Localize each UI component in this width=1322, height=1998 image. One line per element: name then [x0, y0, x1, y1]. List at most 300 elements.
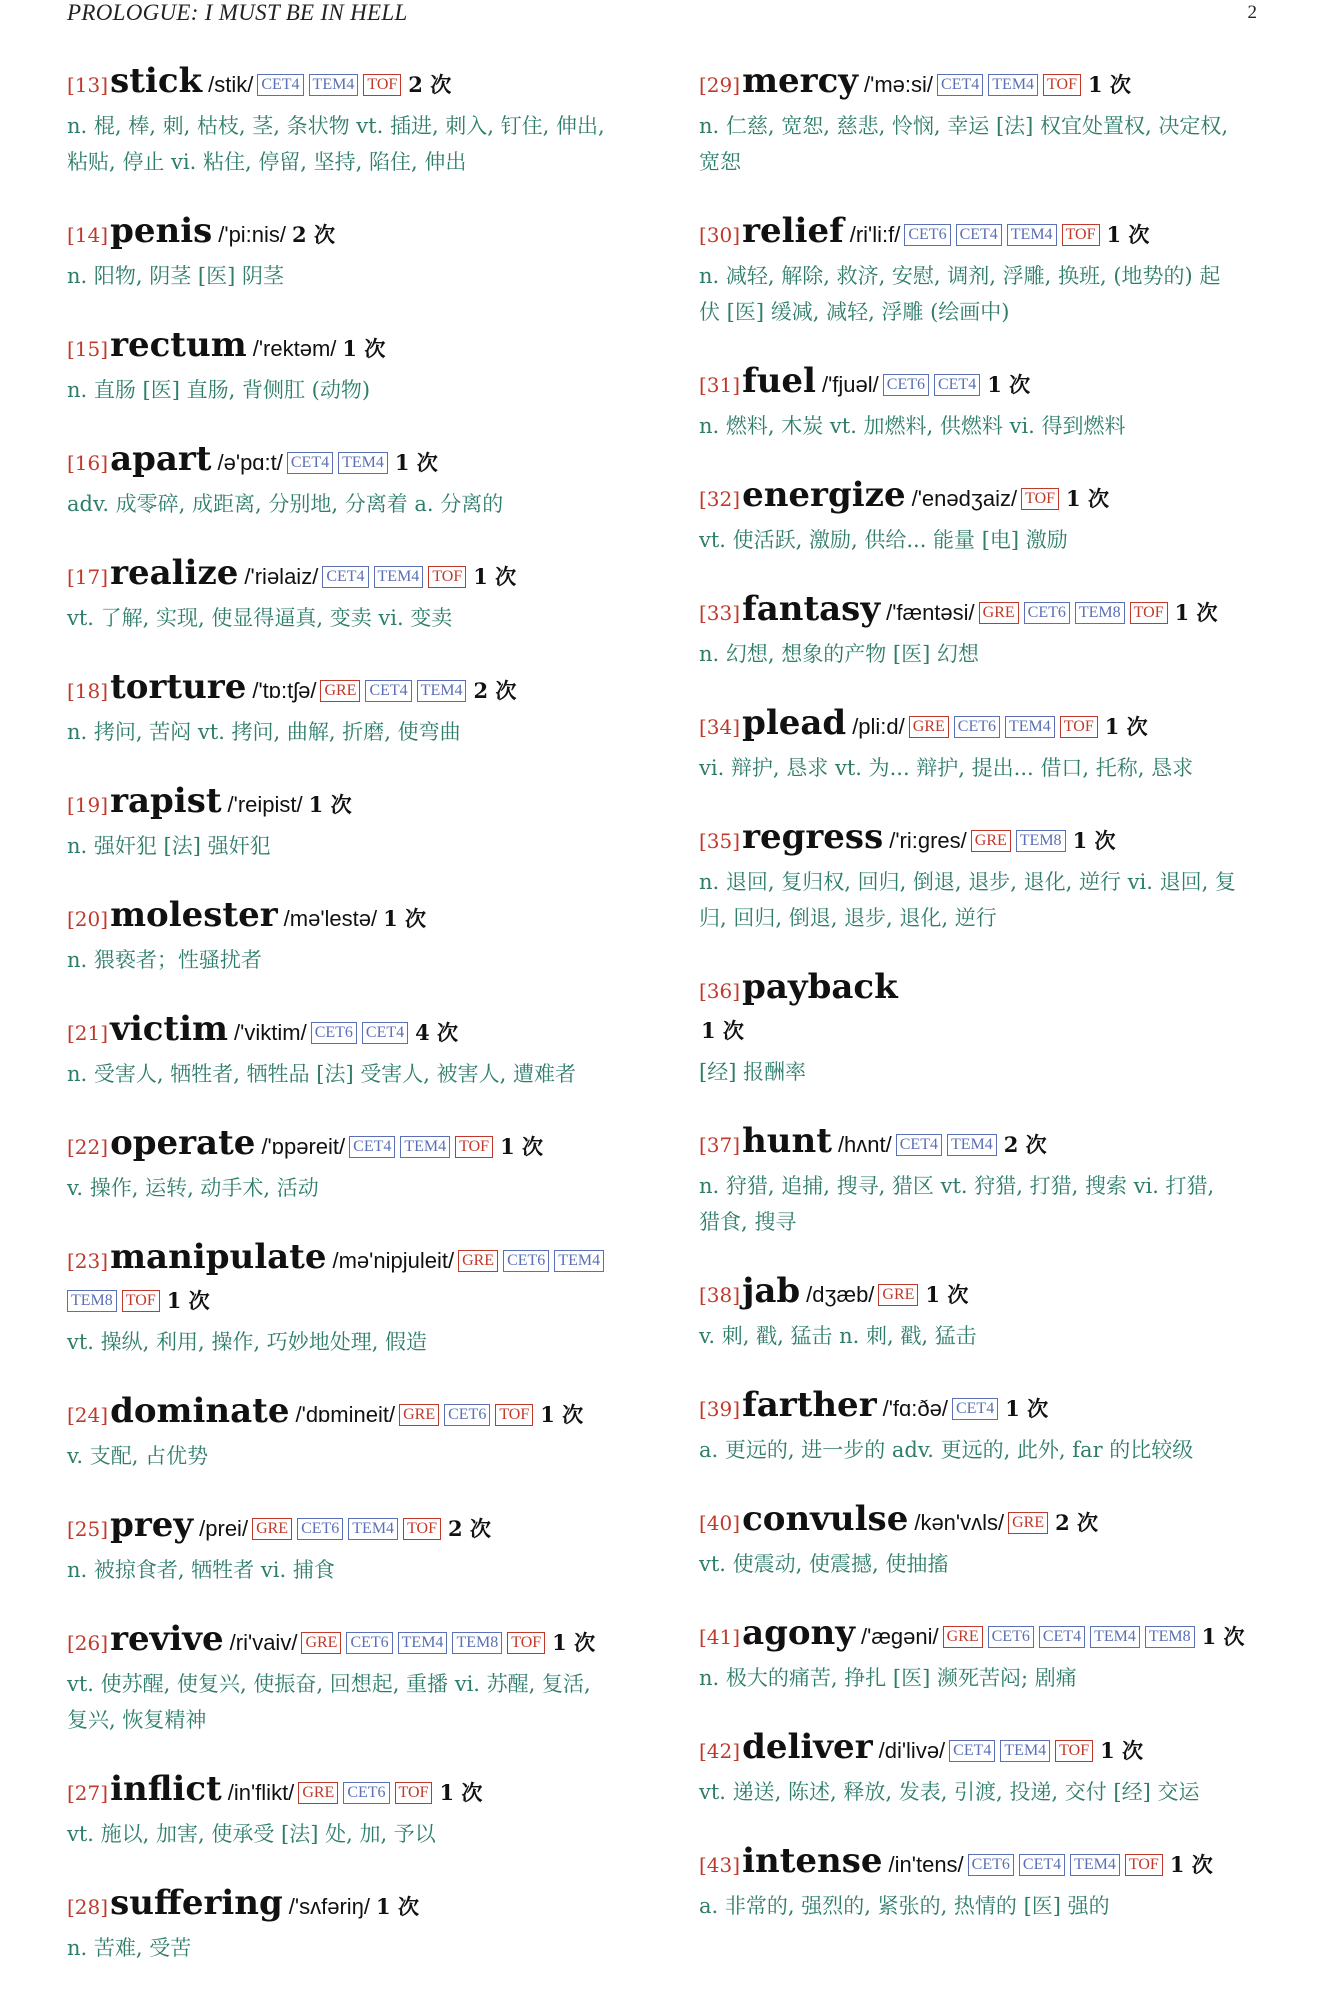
headword: inflict	[110, 1769, 222, 1809]
vocab-entry	[67, 1620, 647, 1738]
headword: realize	[110, 553, 239, 593]
phonetic: /'riəlaiz/	[244, 564, 319, 589]
entry-headline	[67, 440, 647, 484]
phonetic: /ri'li:f/	[849, 222, 901, 247]
phonetic: /pli:d/	[852, 714, 905, 739]
entry-headline	[67, 62, 647, 106]
occurrence-count: 2 次	[1003, 1132, 1047, 1157]
headword: stick	[110, 61, 203, 101]
phonetic: /di'livə/	[878, 1738, 946, 1763]
vocab-entry	[699, 1272, 1279, 1354]
entry-headline	[699, 704, 1279, 748]
vocab-entry	[67, 1124, 647, 1206]
entry-index: [17]	[67, 565, 109, 589]
entry-headline	[67, 1884, 647, 1928]
entry-headline	[699, 1272, 1279, 1316]
entry-index: [24]	[67, 1403, 109, 1427]
entry-headline	[67, 554, 647, 598]
exam-tag: CET6	[311, 1022, 357, 1044]
definition	[699, 1318, 1279, 1354]
occurrence-count: 1 次	[1005, 1396, 1049, 1421]
vocab-entry	[67, 212, 647, 294]
exam-tag: CET4	[362, 1022, 408, 1044]
entry-index: [25]	[67, 1517, 109, 1541]
entry-headline	[67, 1392, 647, 1436]
headword: relief	[742, 211, 844, 251]
phonetic: /'mə:si/	[864, 72, 934, 97]
occurrence-count: 1 次	[394, 450, 438, 475]
definition-line: n. 狩猎, 追捕, 搜寻, 猎区 vt. 狩猎, 打猎, 搜索 vi. 打猎,	[699, 1174, 1215, 1198]
entry-headline	[67, 1770, 647, 1814]
exam-tag: CET4	[937, 74, 983, 96]
exam-tag: CET6	[954, 716, 1000, 738]
exam-tag: TEM4	[988, 74, 1038, 96]
definition	[67, 108, 647, 180]
definition-line: n. 燃料, 木炭 vt. 加燃料, 供燃料 vi. 得到燃料	[699, 414, 1126, 438]
entry-headline	[67, 326, 647, 370]
exam-tag: TOF	[1130, 602, 1168, 624]
entry-index: [29]	[699, 73, 741, 97]
vocab-entry	[67, 440, 647, 522]
entry-index: [15]	[67, 337, 109, 361]
entry-index: [31]	[699, 373, 741, 397]
phonetic: /'fjuəl/	[821, 372, 879, 397]
entry-index: [33]	[699, 601, 741, 625]
vocab-entry	[67, 1392, 647, 1474]
entry-index: [26]	[67, 1631, 109, 1655]
definition-line: vt. 使苏醒, 使复兴, 使振奋, 回想起, 重播 vi. 苏醒, 复活,	[67, 1672, 591, 1696]
exam-tag: TOF	[1060, 716, 1098, 738]
exam-tag: TEM4	[554, 1250, 604, 1272]
definition-line: n. 被掠食者, 牺牲者 vi. 捕食	[67, 1558, 335, 1582]
exam-tag: CET6	[904, 224, 950, 246]
occurrence-count: 1 次	[1087, 72, 1131, 97]
exam-tag: GRE	[909, 716, 949, 738]
entry-index: [43]	[699, 1853, 741, 1877]
entry-headline	[699, 968, 1279, 1012]
entry-index: [14]	[67, 223, 109, 247]
headword: torture	[110, 667, 247, 707]
occurrence-count: 1 次	[1072, 828, 1116, 853]
exam-tag: GRE	[878, 1284, 918, 1306]
occurrence-count: 1 次	[439, 1780, 483, 1805]
definition	[699, 108, 1279, 180]
vocab-entry	[699, 590, 1279, 672]
entry-index: [27]	[67, 1781, 109, 1805]
vocab-entry	[67, 1884, 647, 1966]
definition-line: n. 受害人, 牺牲者, 牺牲品 [法] 受害人, 被害人, 遭难者	[67, 1062, 577, 1086]
headword: rapist	[110, 781, 222, 821]
phonetic: /prei/	[199, 1516, 249, 1541]
definition-line: n. 拷问, 苦闷 vt. 拷问, 曲解, 折磨, 使弯曲	[67, 720, 461, 744]
occurrence-count: 2 次	[473, 678, 517, 703]
exam-tag: CET4	[896, 1134, 942, 1156]
entry-headline	[67, 1506, 647, 1550]
definition-line: n. 幻想, 想象的产物 [医] 幻想	[699, 642, 979, 666]
headword: manipulate	[110, 1237, 327, 1277]
definition	[699, 1888, 1279, 1924]
exam-tag: TOF	[122, 1290, 160, 1312]
entry-index: [22]	[67, 1135, 109, 1159]
entry-headline	[699, 590, 1279, 634]
phonetic: /'rektəm/	[252, 336, 337, 361]
definition-line: vt. 使震动, 使震撼, 使抽搐	[699, 1552, 949, 1576]
entry-index: [38]	[699, 1283, 741, 1307]
definition-line: n. 极大的痛苦, 挣扎 [医] 濒死苦闷; 剧痛	[699, 1666, 1077, 1690]
vocab-entry	[699, 968, 1279, 1090]
definition-line: a. 非常的, 强烈的, 紧张的, 热情的 [医] 强的	[699, 1894, 1110, 1918]
definition-line: 伏 [医] 缓减, 减轻, 浮雕 (绘画中)	[699, 300, 1010, 324]
exam-tag: TOF	[1062, 224, 1100, 246]
headword: suffering	[110, 1883, 283, 1923]
occurrence-count: 2 次	[408, 72, 452, 97]
entry-headline	[67, 1620, 647, 1664]
entry-index: [39]	[699, 1397, 741, 1421]
definition-line: a. 更远的, 进一步的 adv. 更远的, 此外, far 的比较级	[699, 1438, 1194, 1462]
exam-tag: GRE	[252, 1518, 292, 1540]
vocab-entry	[699, 704, 1279, 786]
occurrence-count: 1 次	[540, 1402, 584, 1427]
entry-index: [37]	[699, 1133, 741, 1157]
chapter-title: PROLOGUE: I MUST BE IN HELL	[67, 0, 408, 25]
headword: dominate	[110, 1391, 290, 1431]
phonetic: /in'flikt/	[227, 1780, 295, 1805]
definition	[67, 1666, 647, 1738]
headword: apart	[110, 439, 212, 479]
exam-tag: GRE	[399, 1404, 439, 1426]
phonetic: /'pi:nis/	[218, 222, 287, 247]
occurrence-count: 1 次	[1106, 222, 1150, 247]
entry-index: [19]	[67, 793, 109, 817]
entry-index: [41]	[699, 1625, 741, 1649]
exam-tag: TEM4	[1090, 1626, 1140, 1648]
definition-line: vt. 了解, 实现, 使显得逼真, 变卖 vi. 变卖	[67, 606, 453, 630]
headword: farther	[742, 1385, 877, 1425]
vocab-entry	[67, 782, 647, 864]
phonetic: /kən'vʌls/	[914, 1510, 1005, 1535]
definition-line: adv. 成零碎, 成距离, 分别地, 分离着 a. 分离的	[67, 492, 504, 516]
entry-index: [34]	[699, 715, 741, 739]
definition	[67, 1930, 647, 1966]
headword: fantasy	[742, 589, 881, 629]
vocab-entry	[699, 1614, 1279, 1696]
headword: regress	[742, 817, 884, 857]
headword: rectum	[110, 325, 247, 365]
headword: intense	[742, 1841, 883, 1881]
definition-line: v. 刺, 戳, 猛击 n. 刺, 戳, 猛击	[699, 1324, 977, 1348]
vocab-entry	[67, 326, 647, 408]
definition-line: n. 仁慈, 宽恕, 慈悲, 怜悯, 幸运 [法] 权宜处置权, 决定权,	[699, 114, 1229, 138]
vocab-entry	[699, 1386, 1279, 1468]
vocab-entry	[67, 1770, 647, 1852]
exam-tag: TOF	[428, 566, 466, 588]
definition-line: n. 强奸犯 [法] 强奸犯	[67, 834, 271, 858]
occurrence-count: 1 次	[473, 564, 517, 589]
exam-tag: TOF	[455, 1136, 493, 1158]
definition-line: 复兴, 恢复精神	[67, 1708, 207, 1732]
phonetic: /mə'nipjuleit/	[332, 1248, 455, 1273]
exam-tag: TOF	[1043, 74, 1081, 96]
exam-tag: GRE	[458, 1250, 498, 1272]
phonetic: /'ægəni/	[861, 1624, 939, 1649]
definition	[67, 258, 647, 294]
definition	[699, 1660, 1279, 1696]
entry-headline	[67, 782, 647, 826]
exam-tag: TEM8	[452, 1632, 502, 1654]
headword: deliver	[742, 1727, 873, 1767]
exam-tag: CET4	[956, 224, 1002, 246]
exam-tag: CET4	[1019, 1854, 1065, 1876]
definition-line: n. 苦难, 受苦	[67, 1936, 192, 1960]
exam-tag: CET6	[988, 1626, 1034, 1648]
definition-line: 宽恕	[699, 150, 741, 174]
occurrence-count: 2 次	[1055, 1510, 1099, 1535]
headword: payback	[742, 967, 898, 1007]
headword: plead	[742, 703, 847, 743]
vocab-entry	[67, 896, 647, 978]
entry-headline	[699, 1614, 1279, 1658]
entry-headline	[699, 1728, 1279, 1772]
occurrence-count: 2 次	[292, 222, 335, 247]
phonetic: /stik/	[208, 72, 254, 97]
vocab-entry	[699, 476, 1279, 558]
definition-line: 归, 回归, 倒退, 退步, 退化, 逆行	[699, 906, 997, 930]
occurrence-count: 1 次	[925, 1282, 969, 1307]
definition	[67, 1170, 647, 1206]
exam-tag: TEM8	[1145, 1626, 1195, 1648]
entry-headline	[67, 1124, 647, 1168]
exam-tag: TOF	[1055, 1740, 1093, 1762]
entry-index: [21]	[67, 1021, 109, 1045]
occurrence-count: 1 次	[1104, 714, 1148, 739]
exam-tag: GRE	[1008, 1512, 1048, 1534]
definition-line: vi. 辩护, 恳求 vt. 为... 辩护, 提出... 借口, 托称, 恳求	[699, 756, 1194, 780]
entry-headline-cont	[699, 1012, 1279, 1052]
entry-index: [30]	[699, 223, 741, 247]
phonetic: /hʌnt/	[837, 1132, 892, 1157]
vocab-entry	[699, 818, 1279, 936]
vocab-entry	[67, 668, 647, 750]
entry-headline	[699, 476, 1279, 520]
vocab-entry	[699, 62, 1279, 180]
exam-tag: CET4	[257, 74, 303, 96]
exam-tag: GRE	[301, 1632, 341, 1654]
entry-headline	[67, 1238, 647, 1282]
occurrence-count: 1 次	[1201, 1624, 1245, 1649]
headword: penis	[110, 211, 213, 251]
occurrence-count: 1 次	[166, 1288, 210, 1313]
headword: revive	[110, 1619, 224, 1659]
definition	[699, 522, 1279, 558]
definition-line: vt. 递送, 陈述, 释放, 发表, 引渡, 投递, 交付 [经] 交运	[699, 1780, 1200, 1804]
exam-tag: TOF	[507, 1632, 545, 1654]
definition	[699, 1774, 1279, 1810]
headword: hunt	[742, 1121, 832, 1161]
definition	[699, 864, 1279, 936]
entry-headline	[699, 1842, 1279, 1886]
exam-tag: TOF	[1021, 488, 1059, 510]
definition	[67, 1056, 647, 1092]
headword: convulse	[742, 1499, 909, 1539]
entry-index: [13]	[67, 73, 109, 97]
phonetic: /'enədʒaiz/	[911, 486, 1018, 511]
exam-tag: CET4	[322, 566, 368, 588]
entry-headline	[699, 1122, 1279, 1166]
phonetic: /'viktim/	[234, 1020, 307, 1045]
exam-tag: CET4	[949, 1740, 995, 1762]
exam-tag: TEM4	[309, 74, 359, 96]
definition-line: n. 猥亵者；性骚扰者	[67, 948, 262, 972]
phonetic: /'sʌfəriŋ/	[288, 1894, 371, 1919]
entry-headline	[67, 212, 647, 256]
vocab-entry	[699, 1728, 1279, 1810]
exam-tag: GRE	[979, 602, 1019, 624]
exam-tag: TEM4	[1005, 716, 1055, 738]
vocab-entry	[699, 1842, 1279, 1924]
exam-tag: GRE	[320, 680, 360, 702]
vocab-entry	[67, 1010, 647, 1092]
left-column	[67, 62, 647, 1998]
entry-headline	[699, 362, 1279, 406]
definition-line: n. 减轻, 解除, 救济, 安慰, 调剂, 浮雕, 换班, (地势的) 起	[699, 264, 1221, 288]
occurrence-count: 1 次	[308, 792, 352, 817]
occurrence-count: 1 次	[1174, 600, 1218, 625]
headword: agony	[742, 1613, 856, 1653]
phonetic: /'ɒpəreit/	[261, 1134, 346, 1159]
vocab-entry	[699, 1122, 1279, 1240]
phonetic: /dʒæb/	[806, 1282, 875, 1307]
phonetic: /'fɑ:ðə/	[882, 1396, 948, 1421]
vocab-entry	[699, 1500, 1279, 1582]
occurrence-count: 1 次	[701, 1018, 744, 1043]
phonetic: /'reipist/	[227, 792, 303, 817]
exam-tag: TEM4	[1000, 1740, 1050, 1762]
vocab-entry	[67, 554, 647, 636]
definition	[67, 1438, 647, 1474]
exam-tag: TEM4	[1070, 1854, 1120, 1876]
definition	[67, 1552, 647, 1588]
entry-headline	[67, 1010, 647, 1054]
exam-tag: TOF	[403, 1518, 441, 1540]
entry-index: [42]	[699, 1739, 741, 1763]
entry-headline	[67, 668, 647, 712]
entry-index: [40]	[699, 1511, 741, 1535]
exam-tag: CET6	[444, 1404, 490, 1426]
phonetic: /'ri:gres/	[889, 828, 967, 853]
headword: prey	[110, 1505, 194, 1545]
definition-line: [经] 报酬率	[699, 1060, 807, 1084]
exam-tag: TEM4	[398, 1632, 448, 1654]
headword: operate	[110, 1123, 256, 1163]
definition	[699, 636, 1279, 672]
exam-tag: TEM8	[1075, 602, 1125, 624]
definition-line: n. 棍, 棒, 刺, 枯枝, 茎, 条状物 vt. 插进, 刺入, 钉住, 伸出,	[67, 114, 605, 138]
definition-line: n. 直肠 [医] 直肠, 背侧肛 (动物)	[67, 378, 371, 402]
exam-tag: CET4	[934, 374, 980, 396]
exam-tag: TEM4	[1007, 224, 1057, 246]
entry-index: [28]	[67, 1895, 109, 1919]
definition	[699, 1546, 1279, 1582]
exam-tag: TEM4	[374, 566, 424, 588]
headword: molester	[110, 895, 278, 935]
exam-tag: CET4	[1039, 1626, 1085, 1648]
entry-index: [20]	[67, 907, 109, 931]
entry-index: [32]	[699, 487, 741, 511]
vocab-entry	[67, 1238, 647, 1360]
definition-line: vt. 施以, 加害, 使承受 [法] 处, 加, 予以	[67, 1822, 436, 1846]
exam-tag: CET6	[968, 1854, 1014, 1876]
exam-tag: CET4	[287, 452, 333, 474]
occurrence-count: 1 次	[552, 1630, 596, 1655]
exam-tag: TEM4	[400, 1136, 450, 1158]
exam-tag: TEM4	[947, 1134, 997, 1156]
definition	[699, 750, 1279, 786]
occurrence-count: 4 次	[415, 1020, 459, 1045]
headword: fuel	[742, 361, 816, 401]
exam-tag: TEM8	[1016, 830, 1066, 852]
definition	[67, 600, 647, 636]
exam-tag: CET6	[883, 374, 929, 396]
exam-tag: TOF	[495, 1404, 533, 1426]
phonetic: /'tɒ:tʃə/	[252, 678, 317, 703]
occurrence-count: 1 次	[376, 1894, 419, 1919]
exam-tag: CET4	[365, 680, 411, 702]
entry-headline	[67, 896, 647, 940]
phonetic: /in'tens/	[888, 1852, 964, 1877]
headword: jab	[742, 1271, 801, 1311]
headword: victim	[110, 1009, 229, 1049]
page-number: 2	[1247, 2, 1257, 23]
exam-tag: TEM4	[338, 452, 388, 474]
entry-index: [16]	[67, 451, 109, 475]
occurrence-count: 2 次	[448, 1516, 491, 1541]
definition	[699, 1432, 1279, 1468]
phonetic: /'dɒmineit/	[295, 1402, 396, 1427]
entry-headline	[699, 1386, 1279, 1430]
phonetic: /ə'pɑ:t/	[217, 450, 283, 475]
exam-tag: GRE	[971, 830, 1011, 852]
page-header	[67, 0, 1257, 30]
headword: mercy	[742, 61, 859, 101]
definition-line: v. 支配, 占优势	[67, 1444, 209, 1468]
definition	[699, 1054, 1279, 1090]
exam-tag: GRE	[298, 1782, 338, 1804]
right-column	[699, 62, 1279, 1956]
vocab-entry	[699, 212, 1279, 330]
entry-index: [35]	[699, 829, 741, 853]
definition	[67, 828, 647, 864]
entry-headline	[699, 818, 1279, 862]
entry-headline-cont	[67, 1282, 647, 1322]
vocab-entry	[67, 62, 647, 180]
exam-tag: CET4	[952, 1398, 998, 1420]
definition	[699, 258, 1279, 330]
exam-tag: TOF	[1125, 1854, 1163, 1876]
occurrence-count: 1 次	[342, 336, 386, 361]
entry-index: [18]	[67, 679, 109, 703]
exam-tag: TEM4	[348, 1518, 398, 1540]
definition-line: 猎食, 搜寻	[699, 1210, 797, 1234]
exam-tag: CET6	[346, 1632, 392, 1654]
phonetic: /ri'vaiv/	[229, 1630, 298, 1655]
exam-tag: GRE	[943, 1626, 983, 1648]
vocab-entry	[699, 362, 1279, 444]
definition	[67, 372, 647, 408]
definition	[67, 486, 647, 522]
entry-index: [23]	[67, 1249, 109, 1273]
phonetic: /'fæntəsi/	[886, 600, 975, 625]
occurrence-count: 1 次	[500, 1134, 544, 1159]
